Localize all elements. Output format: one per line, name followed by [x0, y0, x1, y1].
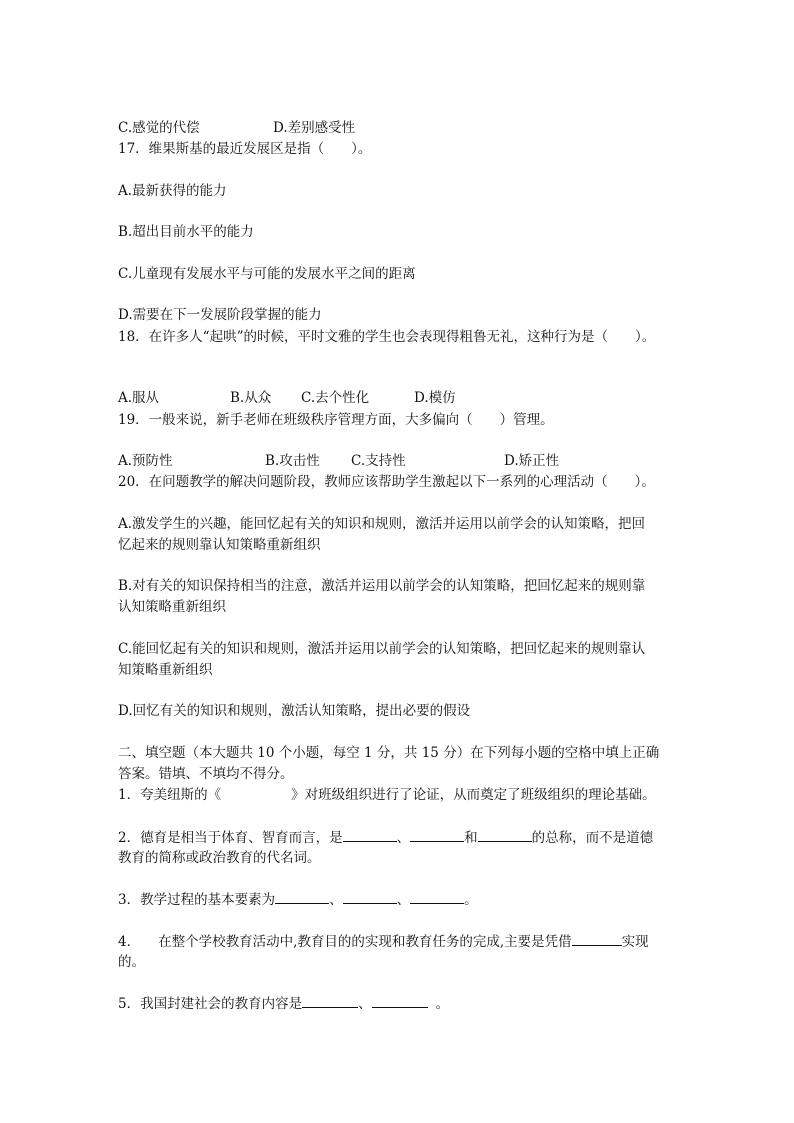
fill-4-line2: 的。: [118, 954, 145, 970]
q17-option-d: D.需要在下一发展阶段掌握的能力: [118, 307, 322, 323]
fill-5-blank-1: [302, 994, 358, 1008]
section2-heading-line1: 二、填空题（本大题共 10 个小题，每空 1 分，共 15 分）在下列每小题的空格中填上正确: [118, 745, 660, 761]
q17-stem: 17．维果斯基的最近发展区是指（ ）。: [118, 141, 372, 157]
fill-3-sep-2: 、: [396, 892, 411, 908]
q17-option-c: C.儿童现有发展水平与可能的发展水平之间的距离: [118, 266, 416, 282]
fill-2-sep-1: 、: [396, 830, 411, 846]
fill-4-text-before: 在整个学校教育活动中,教育目的的实现和教育任务的完成,主要是凭借: [158, 934, 572, 950]
q19-option-c: C.支持性: [351, 453, 406, 469]
q16-option-d: D.差别感受性: [273, 120, 356, 136]
q20-option-c-line2: 知策略重新组织: [118, 662, 213, 678]
fill-5-text-after: 。: [435, 996, 450, 1012]
fill-5-sep-1: 、: [358, 996, 372, 1012]
q20-option-b-line2: 认知策略重新组织: [118, 599, 226, 615]
fill-2-text-before: 2．德育是相当于体育、智育而言，是: [118, 830, 343, 846]
fill-3-blank-2: [343, 890, 397, 904]
fill-3-text-before: 3．教学过程的基本要素为: [118, 892, 276, 908]
q18-stem: 18．在许多人“起哄”的时候，平时文雅的学生也会表现得粗鲁无礼，这种行为是（ ）。: [118, 329, 656, 345]
fill-3-sep-1: 、: [329, 892, 343, 908]
q20-option-d: D.回忆有关的知识和规则，激活认知策略，提出必要的假设: [118, 703, 471, 719]
fill-3-blank-3: [410, 890, 464, 904]
fill-5-blank-2: [372, 994, 428, 1008]
fill-question-4: [118, 932, 649, 951]
fill-1-text-after: 》对班级组织进行了论证，从而奠定了班级组织的理论基础。: [291, 787, 656, 803]
q20-option-b-line1: B.对有关的知识保持相当的注意，激活并运用以前学会的认知策略，把回忆起来的规则靠: [118, 578, 646, 594]
fill-3-blank-1: [275, 890, 329, 904]
q20-option-a-line2: 忆起来的规则靠认知策略重新组织: [118, 537, 321, 553]
q17-option-b: B.超出目前水平的能力: [118, 224, 254, 240]
section2-heading-line2: 答案。错填、不填均不得分。: [118, 766, 294, 782]
fill-2-text-after: 的总称，而不是道德: [531, 830, 654, 846]
q17-option-a: A.最新获得的能力: [118, 183, 227, 199]
fill-4-text-after: 实现: [621, 934, 649, 950]
fill-2-blank-1: [343, 828, 397, 842]
q20-stem: 20．在问题教学的解决问题阶段，教师应该帮助学生激起以下一系列的心理活动（ ）。: [118, 474, 655, 490]
fill-question-3: [118, 890, 478, 909]
q18-option-d: D.模仿: [414, 390, 456, 406]
fill-3-text-after: 。: [464, 892, 478, 908]
fill-2-blank-2: [410, 828, 464, 842]
q20-option-a-line1: A.激发学生的兴趣，能回忆起有关的知识和规则，激活并运用以前学会的认知策略，把回: [118, 516, 646, 532]
q18-option-a: A.服从: [118, 390, 160, 406]
fill-2-sep-2: 和: [464, 830, 478, 846]
q18-option-b: B.从众: [230, 390, 272, 406]
fill-question-1: [118, 786, 656, 804]
q19-option-a: A.预防性: [118, 453, 173, 469]
fill-question-5: [118, 994, 449, 1013]
fill-question-2: [118, 828, 653, 847]
fill-2-line2: 教育的简称或政治教育的代名词。: [118, 850, 321, 866]
fill-4-number: 4．: [118, 934, 141, 950]
q16-option-c: C.感觉的代偿: [118, 120, 200, 136]
fill-5-text-before: 5．我国封建社会的教育内容是: [118, 996, 303, 1012]
q19-option-d: D.矫正性: [504, 453, 560, 469]
fill-4-blank: [572, 932, 622, 946]
q19-stem: 19．一般来说，新手老师在班级秩序管理方面，大多偏向（ ）管理。: [118, 412, 554, 428]
fill-1-text-before: 1．夸美纽斯的《: [118, 787, 222, 803]
q19-option-b: B.攻击性: [265, 453, 320, 469]
q20-option-c-line1: C.能回忆起有关的知识和规则，激活并运用以前学会的认知策略，把回忆起来的规则靠认: [118, 641, 646, 657]
fill-1-blank: [221, 786, 291, 799]
q18-option-c: C.去个性化: [301, 390, 370, 406]
fill-2-blank-3: [478, 828, 532, 842]
